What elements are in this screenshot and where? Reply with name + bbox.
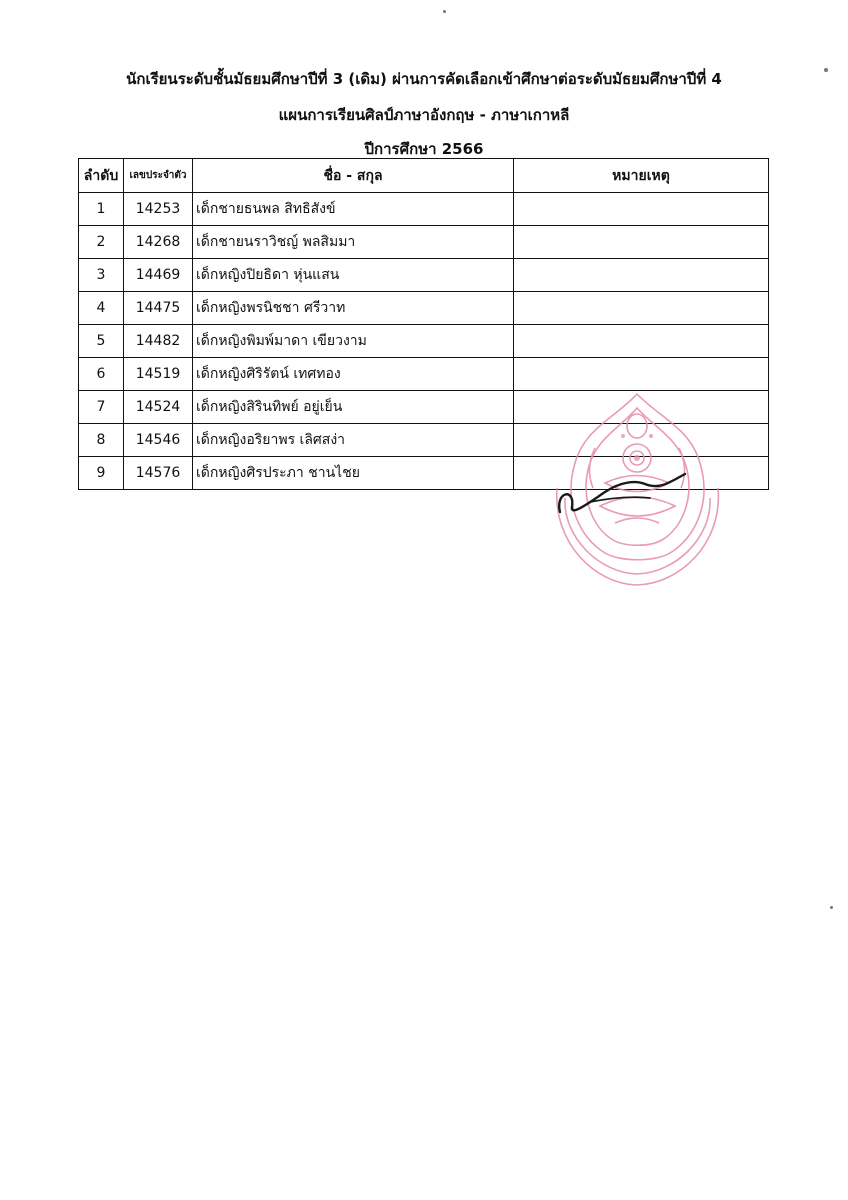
student-id: 14524 — [124, 391, 193, 424]
scan-speck — [830, 906, 833, 909]
header-name: ชื่อ - สกุล — [193, 159, 514, 193]
student-name: เด็กหญิงสิรินทิพย์ อยู่เย็น — [193, 391, 514, 424]
student-id: 14469 — [124, 259, 193, 292]
remark-cell — [514, 259, 769, 292]
row-no: 3 — [79, 259, 124, 292]
student-name: เด็กหญิงปิยธิดา หุ่นแสน — [193, 259, 514, 292]
remark-cell — [514, 292, 769, 325]
student-id: 14482 — [124, 325, 193, 358]
student-name: เด็กชายธนพล สิทธิสังข์ — [193, 193, 514, 226]
scan-speck — [824, 68, 828, 72]
student-name: เด็กหญิงอริยาพร เลิศสง่า — [193, 424, 514, 457]
table-header-row — [79, 159, 769, 193]
table-row — [79, 259, 769, 292]
table-row — [79, 292, 769, 325]
row-no: 8 — [79, 424, 124, 457]
student-id: 14576 — [124, 457, 193, 490]
student-name: เด็กหญิงพรนิชชา ศรีวาท — [193, 292, 514, 325]
student-name: เด็กหญิงศิริรัตน์ เทศทอง — [193, 358, 514, 391]
header-no: ลำดับ — [79, 159, 124, 193]
row-no: 2 — [79, 226, 124, 259]
student-id: 14253 — [124, 193, 193, 226]
header-remark: หมายเหตุ — [514, 159, 769, 193]
table-row — [79, 226, 769, 259]
table-row — [79, 358, 769, 391]
remark-cell — [514, 193, 769, 226]
student-name: เด็กชายนราวิชญ์ พลสิมมา — [193, 226, 514, 259]
student-name: เด็กหญิงพิมพ์มาดา เขียวงาม — [193, 325, 514, 358]
document-subtitle: แผนการเรียนศิลป์ภาษาอังกฤษ - ภาษาเกาหลี — [278, 106, 570, 124]
row-no: 4 — [79, 292, 124, 325]
table-row — [79, 325, 769, 358]
signature — [550, 462, 690, 522]
row-no: 9 — [79, 457, 124, 490]
header-id: เลขประจำตัว — [124, 159, 193, 193]
student-id: 14268 — [124, 226, 193, 259]
scan-speck — [443, 10, 446, 13]
student-id: 14546 — [124, 424, 193, 457]
student-id: 14519 — [124, 358, 193, 391]
row-no: 5 — [79, 325, 124, 358]
student-name: เด็กหญิงศิรประภา ชานไชย — [193, 457, 514, 490]
student-id: 14475 — [124, 292, 193, 325]
document-title: นักเรียนระดับชั้นมัธยมศึกษาปีที่ 3 (เดิม) ผ่านการคัดเลือกเข้าศึกษาต่อระดับมัธยมศึกษาปีที่ 4 — [126, 70, 722, 88]
table-row — [79, 193, 769, 226]
remark-cell — [514, 226, 769, 259]
row-no: 1 — [79, 193, 124, 226]
row-no: 6 — [79, 358, 124, 391]
remark-cell — [514, 358, 769, 391]
row-no: 7 — [79, 391, 124, 424]
remark-cell — [514, 325, 769, 358]
academic-year: ปีการศึกษา 2566 — [364, 140, 484, 158]
